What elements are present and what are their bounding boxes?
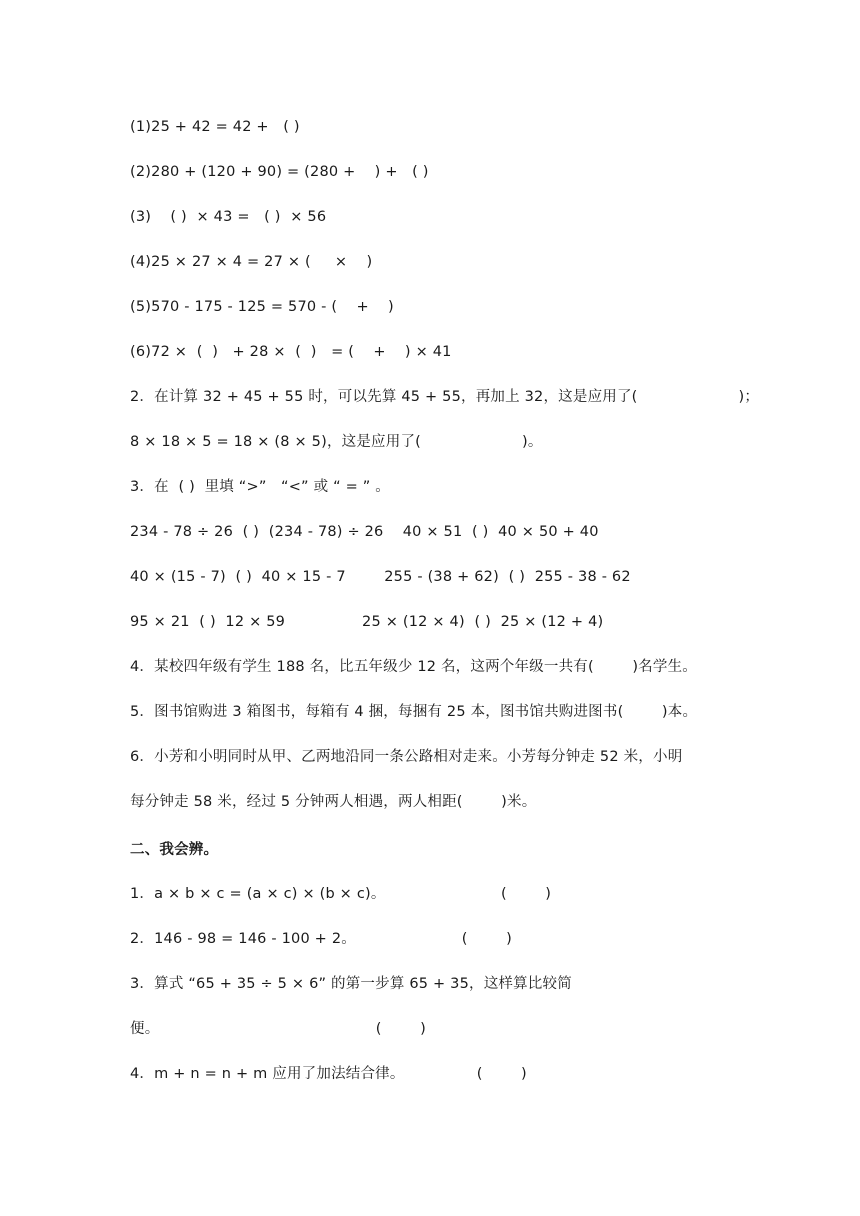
question-5: 5．图书馆购进 3 箱图书，每箱有 4 捆，每捆有 25 本，图书馆共购进图书( )本。 xyxy=(130,704,698,720)
judge-item-3-line-1: 3．算式 “65 + 35 ÷ 5 × 6” 的第一步算 65 + 35，这样算比较简 xyxy=(130,976,572,992)
section-heading-judge: 二、我会辨。 xyxy=(130,842,219,858)
question-6-line-1: 6．小芳和小明同时从甲、乙两地沿同一条公路相对走来。小芳每分钟走 52 米，小明 xyxy=(130,749,683,765)
blank-fill-item-6: (6)72 × ( ) + 28 × ( ) = ( + ) × 41 xyxy=(130,344,452,360)
judge-item-1: 1．a × b × c = (a × c) × (b × c)。 ( ) xyxy=(130,886,552,902)
question-2-line-1: 2．在计算 32 + 45 + 55 时，可以先算 45 + 55，再加上 32，这是应用了( )； xyxy=(130,389,760,405)
blank-fill-item-1: (1)25 + 42 = 42 + ( ) xyxy=(130,119,300,135)
comparison-row-1: 234 - 78 ÷ 26 ( ) (234 - 78) ÷ 26 40 × 51 ( ) 40 × 50 + 40 xyxy=(130,524,599,540)
judge-item-2: 2．146 - 98 = 146 - 100 + 2。 ( ) xyxy=(130,931,512,947)
question-3-instruction: 3．在 ( ) 里填 “>” “<” 或 “ = ” 。 xyxy=(130,479,390,495)
blank-fill-item-3: (3) ( ) × 43 = ( ) × 56 xyxy=(130,209,327,225)
judge-item-3-line-2: 便。 ( ) xyxy=(130,1021,426,1037)
question-4: 4．某校四年级有学生 188 名，比五年级少 12 名，这两个年级一共有( )名学生。 xyxy=(130,659,697,675)
blank-fill-item-5: (5)570 - 175 - 125 = 570 - ( + ) xyxy=(130,299,394,315)
question-6-line-2: 每分钟走 58 米，经过 5 分钟两人相遇，两人相距( )米。 xyxy=(130,794,537,810)
blank-fill-item-2: (2)280 + (120 + 90) = (280 + ) + ( ) xyxy=(130,164,429,180)
question-2-line-2: 8 × 18 × 5 = 18 × (8 × 5)，这是应用了( )。 xyxy=(130,434,543,450)
judge-item-4: 4．m + n = n + m 应用了加法结合律。 ( ) xyxy=(130,1066,527,1082)
comparison-row-3: 95 × 21 ( ) 12 × 59 25 × (12 × 4) ( ) 25 × (12 + 4) xyxy=(130,614,604,630)
blank-fill-item-4: (4)25 × 27 × 4 = 27 × ( × ) xyxy=(130,254,373,270)
comparison-row-2: 40 × (15 - 7) ( ) 40 × 15 - 7 255 - (38 + 62) ( ) 255 - 38 - 62 xyxy=(130,569,631,585)
